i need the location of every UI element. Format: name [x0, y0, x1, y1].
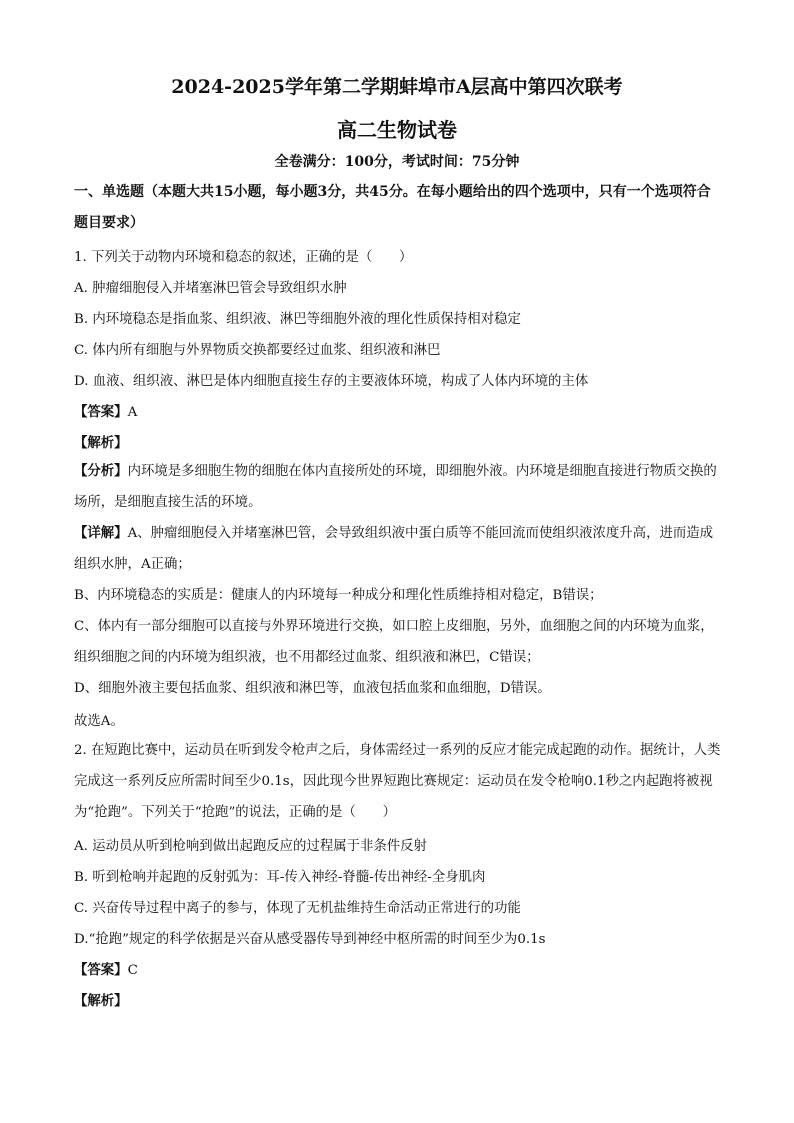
- q2-answer: [74, 959, 138, 978]
- xiangjie-a-text: A、肿瘤细胞侵入并堵塞淋巴管，会导致组织液中蛋白质等不能回流而使组织液浓度升高，进而造成组织水肿，A正确；: [74, 526, 714, 572]
- exam-info: 全卷满分：100分，考试时间：75分钟: [274, 154, 520, 170]
- q1-xiangjie-b: B、内环境稳态的实质是：健康人的内环境每一种成分和理化性质维持相对稳定，B错误；: [74, 588, 603, 603]
- xiangjie-label: 【详解】: [74, 525, 128, 541]
- q2-option-b: B. 听到枪响并起跑的反射弧为：耳-传入神经-脊髓-传出神经-全身肌肉: [74, 870, 486, 885]
- q1-analysis-label: 【解析】: [74, 435, 128, 451]
- q1-xiangjie-a: [74, 518, 722, 580]
- q2-option-c: C. 兴奋传导过程中离子的参与，体现了无机盐维持生命活动正常进行的功能: [74, 901, 521, 916]
- subject-title: 高二生物试卷: [337, 118, 457, 142]
- exam-title: 2024-2025学年第二学期蚌埠市A层高中第四次联考: [171, 76, 623, 98]
- q2-analysis-label: 【解析】: [74, 993, 128, 1009]
- answer-label: 【答案】: [74, 962, 128, 978]
- section-heading: 一、单选题（本题大共15小题，每小题3分，共45分。在每小题给出的四个选项中，只有一个选项符合题目要求）: [74, 184, 711, 231]
- q1-answer: [74, 401, 137, 420]
- q1-xiangjie-d: D、细胞外液主要包括血浆、组织液和淋巴等，血液包括血浆和血细胞，D错误。: [74, 681, 551, 696]
- q1-option-c: C. 体内所有细胞与外界物质交换都要经过血浆、组织液和淋巴: [74, 343, 441, 358]
- q2-option-a: A. 运动员从听到枪响到做出起跑反应的过程属于非条件反射: [74, 839, 427, 854]
- q2-stem: 2. 在短跑比赛中，运动员在听到发令枪声之后，身体需经过一系列的反应才能完成起跑的动作。据统计，人类完成这一系列反应所需时间至少0.1s，因此现今世界短跑比赛规定：运动员在发令枪响0.1秒之内起跑将被视为“抢跑”。下列关于“抢跑”的说法，正确的是（ ）: [74, 743, 721, 820]
- q1-fenxi: [74, 456, 722, 518]
- fenxi-label: 【分析】: [74, 463, 128, 479]
- answer-value: C: [127, 963, 138, 978]
- q1-conclusion: 故选A。: [74, 714, 124, 729]
- answer-value: A: [127, 405, 138, 420]
- q1-option-d: D. 血液、组织液、淋巴是体内细胞直接生存的主要液体环境，构成了人体内环境的主体: [74, 374, 589, 389]
- q1-option-b: B. 内环境稳态是指血浆、组织液、淋巴等细胞外液的理化性质保持相对稳定: [74, 312, 521, 327]
- q1-stem: 1. 下列关于动物内环境和稳态的叙述，正确的是（ ）: [74, 250, 413, 265]
- answer-label: 【答案】: [74, 404, 128, 420]
- q1-option-a: A. 肿瘤细胞侵入并堵塞淋巴管会导致组织水肿: [74, 281, 347, 296]
- q2-option-d: D.“抢跑”规定的科学依据是兴奋从感受器传导到神经中枢所需的时间至少为0.1s: [74, 932, 546, 947]
- q1-xiangjie-c: C、体内有一部分细胞可以直接与外界环境进行交换，如口腔上皮细胞，另外，血细胞之间的内环境为血浆，组织细胞之间的内环境为组织液，也不用都经过血浆、组织液和淋巴，C错误；: [74, 619, 714, 665]
- fenxi-text: 内环境是多细胞生物的细胞在体内直接所处的环境，即细胞外液。内环境是细胞直接进行物质交换的场所，是细胞直接生活的环境。: [74, 464, 717, 510]
